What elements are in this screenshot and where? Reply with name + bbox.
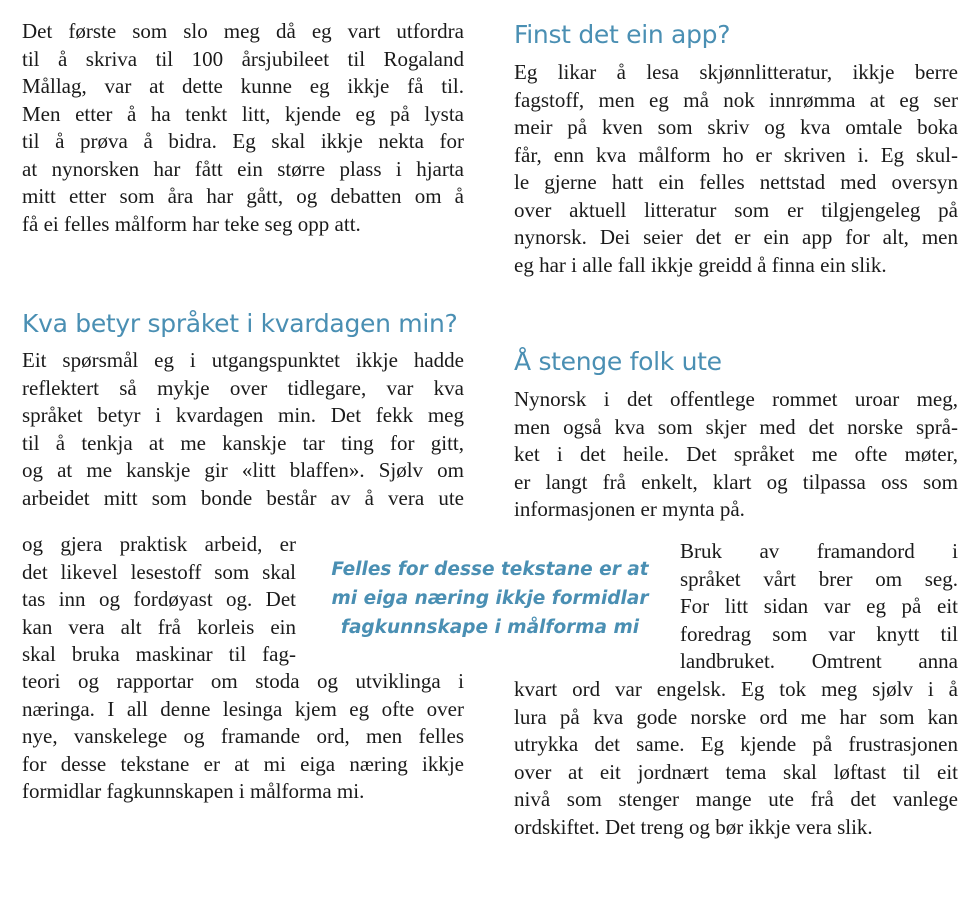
text-line: utrykka det same. Eg kjende på frustrasjonen bbox=[514, 732, 958, 756]
stenge-paragraph-narrow bbox=[680, 538, 958, 676]
text-line: kan vera alt frå korleis ein bbox=[22, 614, 296, 639]
text-line: og gjera praktisk arbeid, er bbox=[22, 532, 296, 556]
kvardagen-text-end bbox=[22, 668, 464, 806]
text-line: arbeidet mitt som bonde består av å vera ute bbox=[22, 485, 464, 510]
text-line: til å skriva til 100 årsjubileet til Rogaland bbox=[22, 46, 464, 71]
text-line: ket i det heile. Det språket me ofte møter, bbox=[514, 442, 958, 466]
text-line: Bruk av framandord i bbox=[680, 539, 958, 563]
intro-paragraph bbox=[22, 18, 464, 238]
text-line: og at me kanskje gir «litt blaffen». Sjølv om bbox=[22, 458, 464, 482]
text-line: meir på kven som skriv og kva omtale boka bbox=[514, 115, 958, 139]
text-line: Nynorsk i det offentlege rommet uroar meg, bbox=[514, 387, 958, 411]
text-line: reflektert så mykje over tidlegare, var kva bbox=[22, 375, 464, 400]
text-line: foredrag som var knytt til bbox=[680, 621, 958, 646]
text-line: teori og rapportar om stoda og utviklinga i bbox=[22, 669, 464, 693]
kvardagen-paragraph-narrow bbox=[22, 531, 296, 669]
text-line: skal bruka maskinar til fag- bbox=[22, 642, 296, 666]
text-line: lura på kva gode norske ord me har som kan bbox=[514, 704, 958, 729]
text-line: eg har i alle fall ikkje greidd å finna ein slik. bbox=[514, 252, 887, 277]
text-line: nynorsk. Dei seier det er ein app for alt, men bbox=[514, 225, 958, 249]
text-line: til å tenkja at me kanskje tar ting for gitt, bbox=[22, 430, 464, 455]
pull-quote-line: mi eiga næring ikkje formidlar bbox=[331, 588, 649, 609]
text-line: landbruket. Omtrent anna bbox=[680, 649, 958, 673]
text-line: få ei felles målform har teke seg opp att. bbox=[22, 211, 361, 236]
kvardagen-paragraph-end bbox=[22, 668, 464, 806]
text-line: Det første som slo meg då eg vart utfordra bbox=[22, 19, 464, 43]
stenge-text-full bbox=[514, 386, 958, 524]
text-line: kvart ord var engelsk. Eg tok meg sjølv i å bbox=[514, 677, 958, 701]
stenge-text-narrow bbox=[680, 538, 958, 676]
pull-quote bbox=[322, 555, 658, 642]
text-line: nivå som stenger mange ute frå det vanlege bbox=[514, 787, 958, 811]
text-line: Eit spørsmål eg i utgangspunktet ikkje hadde bbox=[22, 348, 464, 372]
text-line: tas inn og fordøyast og. Det bbox=[22, 587, 296, 611]
text-line: over at eit jordnært tema skal løftast til eit bbox=[514, 759, 958, 784]
text-line: fagstoff, men eg må nok innrømma at eg ser bbox=[514, 87, 958, 112]
text-line: men også kva som skjer med det norske språ- bbox=[514, 414, 958, 439]
text-line: får, enn kva målform ho er skriven i. Eg skul- bbox=[514, 142, 958, 167]
text-line: Mållag, var at dette kunne eg ikkje få til. bbox=[22, 74, 464, 98]
heading-stenge: Å stenge folk ute bbox=[514, 347, 722, 376]
pull-quote-line: fagkunnskape i målforma mi bbox=[340, 617, 640, 638]
text-line: over aktuell litteratur som er tilgjengeleg på bbox=[514, 197, 958, 222]
text-line: at nynorsken har fått ein større plass i hjarta bbox=[22, 156, 464, 181]
text-line: mitt etter som åra har gått, og debatten om å bbox=[22, 184, 464, 208]
text-line: For litt sidan var eg på eit bbox=[680, 594, 958, 618]
heading-kvardagen: Kva betyr språket i kvardagen min? bbox=[22, 309, 458, 338]
text-line: det likevel lesestoff som skal bbox=[22, 559, 296, 584]
text-line: informasjonen er mynta på. bbox=[514, 497, 745, 521]
text-line: formidlar fagkunnskapen i målforma mi. bbox=[22, 779, 365, 803]
text-line: språket betyr i kvardagen min. Det fekk meg bbox=[22, 403, 464, 427]
text-line: nye, vanskelege og framande ord, men felles bbox=[22, 724, 464, 748]
text-line: er langt frå enkelt, klart og tilpassa oss som bbox=[514, 469, 958, 494]
kvardagen-text-full bbox=[22, 347, 464, 512]
stenge-paragraph-full bbox=[514, 386, 958, 524]
stenge-text-end bbox=[514, 676, 958, 841]
text-line: Men etter å ha tenkt litt, kjende eg på lysta bbox=[22, 101, 464, 126]
kvardagen-paragraph-full bbox=[22, 347, 464, 512]
heading-app: Finst det ein app? bbox=[514, 20, 731, 49]
text-line: Eg likar å lesa skjønnlitteratur, ikkje berre bbox=[514, 60, 958, 84]
intro-text bbox=[22, 18, 464, 238]
app-text bbox=[514, 59, 958, 279]
text-line: for desse tekstane er at mi eiga næring ikkje bbox=[22, 751, 464, 776]
text-line: le gjerne hatt ein felles nettstad med oversyn bbox=[514, 170, 958, 194]
text-line: språket vårt brer om seg. bbox=[680, 566, 958, 591]
text-line: til å prøva å bidra. Eg skal ikkje nekta for bbox=[22, 129, 464, 153]
app-paragraph bbox=[514, 59, 958, 279]
text-line: næringa. I all denne lesinga kjem eg ofte over bbox=[22, 696, 464, 721]
text-line: ordskiftet. Det treng og bør ikkje vera slik. bbox=[514, 814, 873, 839]
kvardagen-text-narrow bbox=[22, 531, 296, 669]
stenge-paragraph-end bbox=[514, 676, 958, 841]
pull-quote-line: Felles for desse tekstane er at bbox=[331, 559, 649, 580]
